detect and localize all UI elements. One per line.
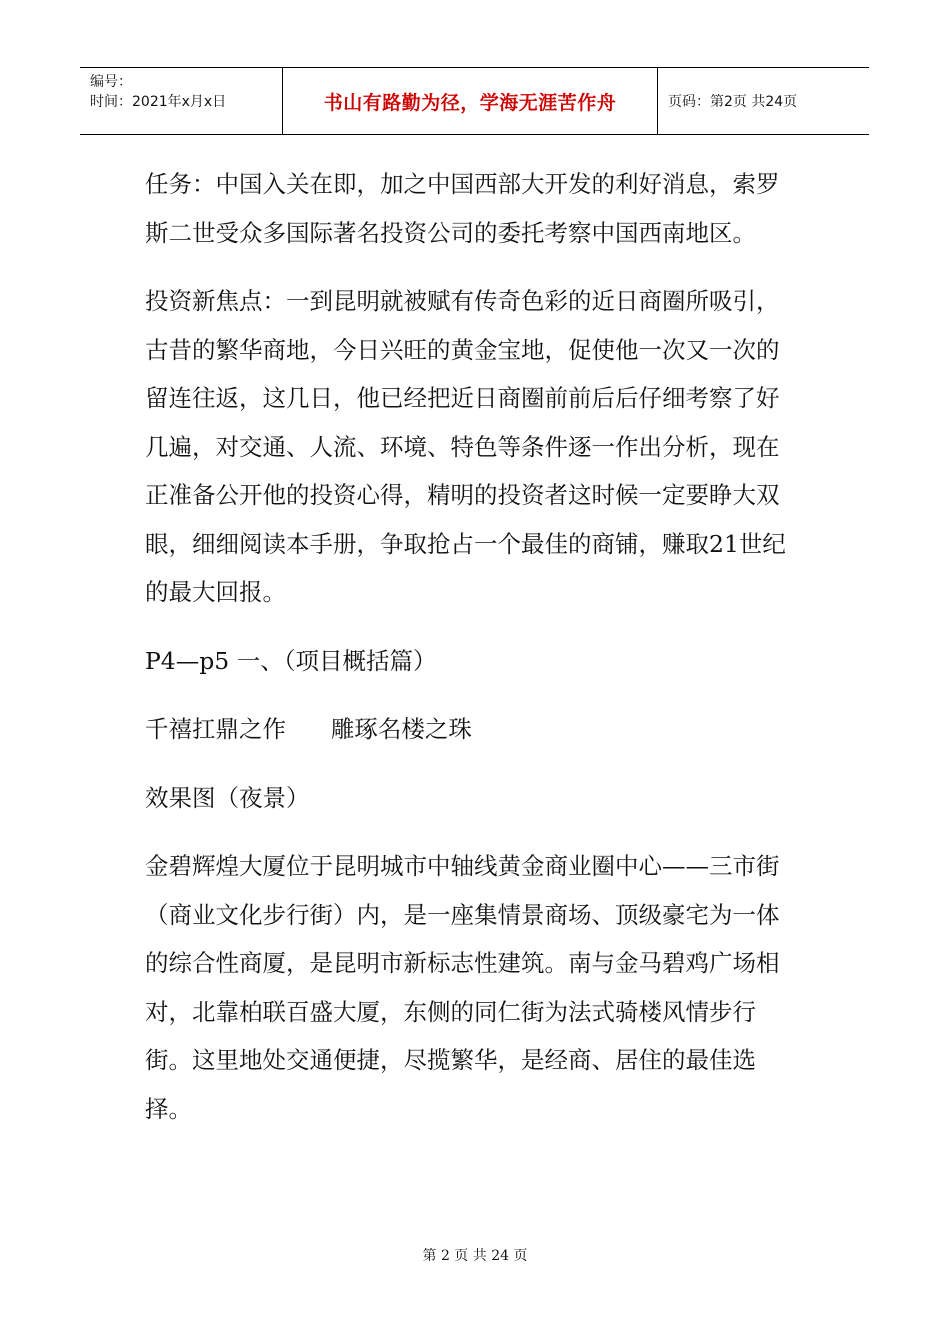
section-heading-project-overview: P4—p5 一、（项目概括篇） [145,646,437,675]
paragraph-investment-focus: 投资新焦点：一到昆明就被赋有传奇色彩的近日商圈所吸引，古昔的繁华商地，今日兴旺的黄金宝地，促使他一次又一次的留连往返，这几日，他已经把近日商圈前前后后仔细考察了好几遍，对交通、人流、环境、特色等条件逐一作出分析，现在正准备公开他的投资心得，精明的投资者这时候一定要睁大双眼，细细阅读本手册，争取抢占一个最佳的商铺，赚取21世纪的最大回报。 [145,287,786,606]
header-page-info: 页码：第2页 共24页 [668,94,798,110]
header-meta [80,68,283,134]
rendering-caption: 效果图（夜景） [145,783,310,812]
paragraph-building-description: 金碧辉煌大厦位于昆明城市中轴线黄金商业圈中心——三市街（商业文化步行街）内，是一座集情景商场、顶级豪宅为一体的综合性商厦，是昆明市新标志性建筑。南与金马碧鸡广场相对，北靠柏联百盛大厦，东侧的同仁街为法式骑楼风情步行街。这里地处交通便捷，尽揽繁华，是经商、居住的最佳选择。 [145,852,780,1123]
page-footer: 第 2 页 共 24 页 [422,1248,528,1264]
document-time-label: 时间：2021年x月x日 [90,94,227,110]
document-number-label: 编号： [90,74,132,90]
header-slogan: 书山有路勤为径，学海无涯苦作舟 [283,68,658,134]
paragraph-task: 任务：中国入关在即，加之中国西部大开发的利好消息，索罗斯二世受众多国际著名投资公司的委托考察中国西南地区。 [145,170,780,247]
document-body [145,160,795,1153]
page-header [80,67,869,135]
tagline: 千禧扛鼎之作 雕琢名楼之珠 [145,715,472,743]
